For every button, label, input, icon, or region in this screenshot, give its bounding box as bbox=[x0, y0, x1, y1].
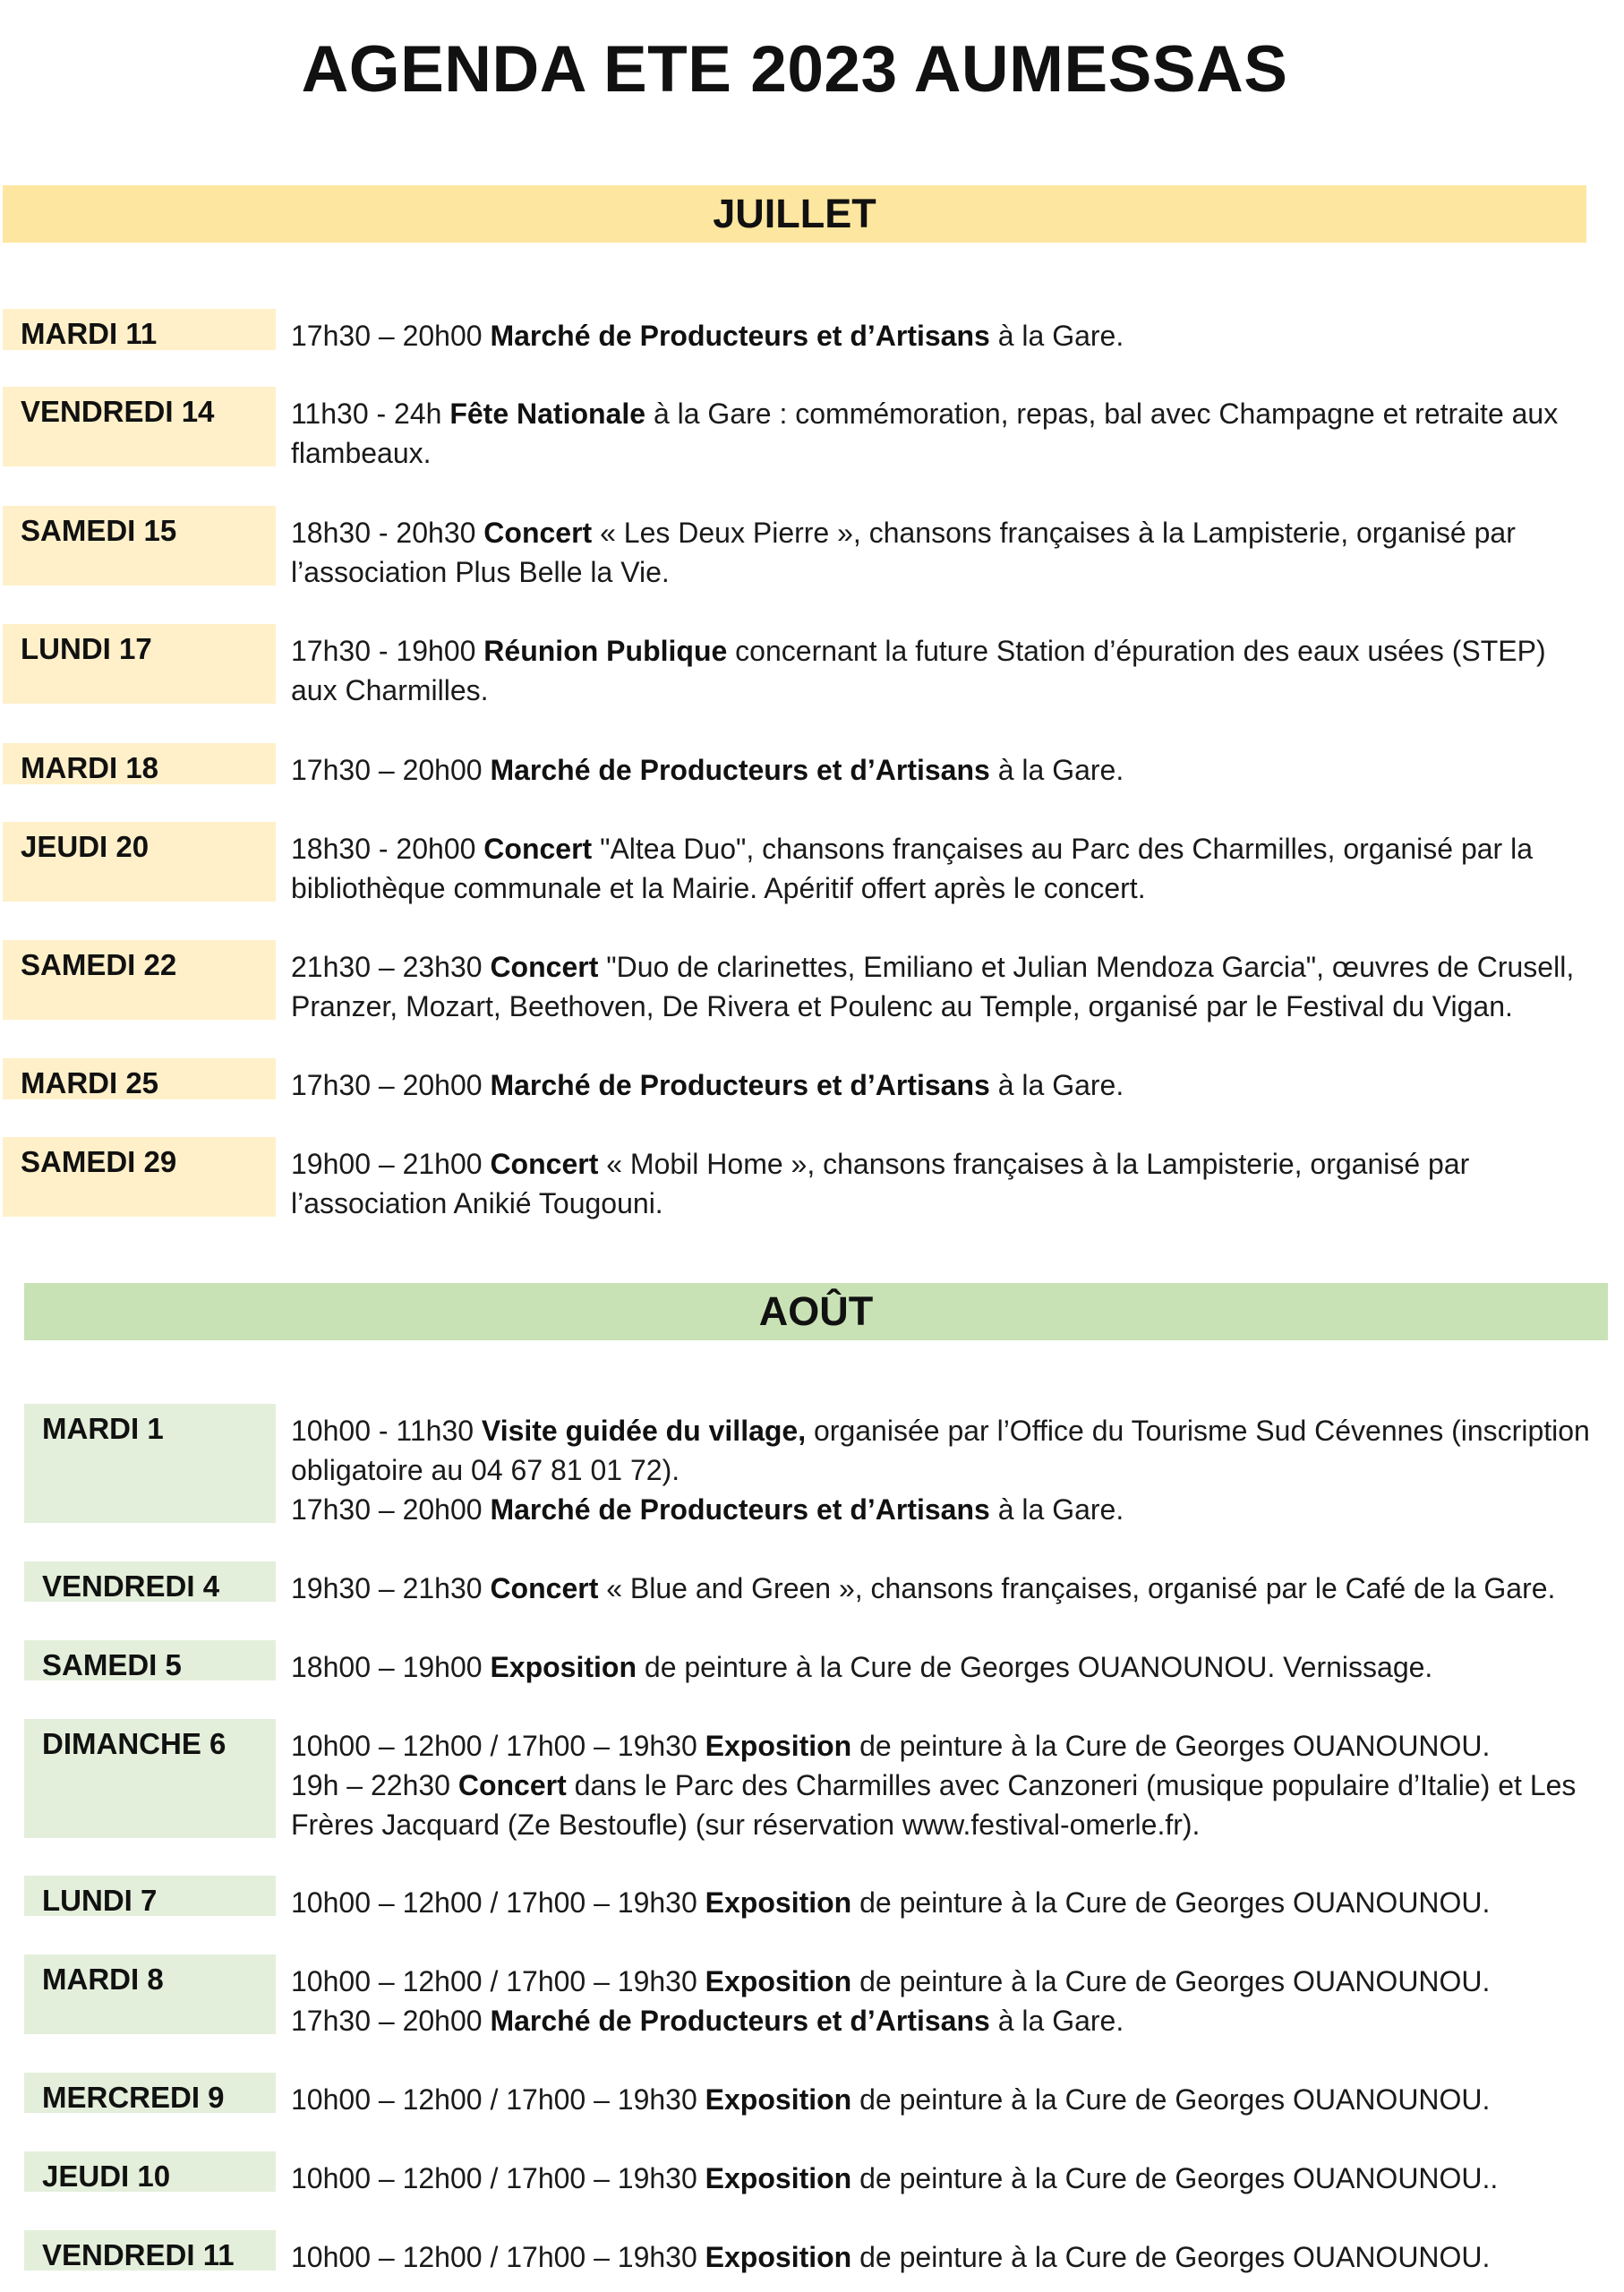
event-description-line bbox=[291, 2001, 1616, 2040]
event-text: de peinture à la Cure de Georges OUANOUNOU.. bbox=[851, 2162, 1499, 2194]
event-text: flambeaux. bbox=[291, 437, 432, 469]
event-text: dans le Parc des Charmilles avec Canzoneri (musique populaire d’Italie) et Les bbox=[566, 1769, 1577, 1801]
event-text: obligatoire au 04 67 81 01 72). bbox=[291, 1454, 680, 1486]
event-day-label: VENDREDI 14 bbox=[3, 387, 276, 466]
event-title: Exposition bbox=[490, 1651, 637, 1683]
event-text: 17h30 – 20h00 bbox=[291, 2005, 491, 2037]
event-description-line bbox=[291, 1883, 1616, 1922]
event-description-line bbox=[291, 1647, 1616, 1687]
event-title: Exposition bbox=[705, 1965, 852, 1997]
event-description-line bbox=[291, 1411, 1616, 1450]
event-text: « Mobil Home », chansons françaises à la Lampisterie, organisé par bbox=[598, 1148, 1470, 1180]
event-text: 19h – 22h30 bbox=[291, 1769, 458, 1801]
event-description-line bbox=[291, 2237, 1616, 2277]
event-title: Visite guidée du village, bbox=[481, 1415, 807, 1447]
event-day-label: MARDI 8 bbox=[24, 1954, 276, 2034]
event-row-mercredi-9 bbox=[0, 2073, 1624, 2116]
event-text: de peinture à la Cure de Georges OUANOUNOU. bbox=[851, 2083, 1491, 2116]
event-description-line bbox=[291, 2159, 1616, 2198]
event-description bbox=[291, 2159, 1616, 2198]
event-description bbox=[291, 1144, 1616, 1223]
event-row-samedi-5 bbox=[0, 1640, 1624, 1681]
event-title: Marché de Producteurs et d’Artisans bbox=[490, 754, 990, 786]
event-text: 10h00 – 12h00 / 17h00 – 19h30 bbox=[291, 2162, 705, 2194]
event-description-line bbox=[291, 513, 1616, 552]
event-text: concernant la future Station d’épuration des eaux usées (STEP) bbox=[727, 635, 1546, 667]
event-text: 10h00 – 12h00 / 17h00 – 19h30 bbox=[291, 1965, 705, 1997]
event-title: Concert bbox=[483, 833, 593, 865]
event-text: 17h30 – 20h00 bbox=[291, 1493, 491, 1526]
event-text: à la Gare. bbox=[989, 1069, 1124, 1101]
event-description-line bbox=[291, 1805, 1616, 1844]
event-title: Réunion Publique bbox=[483, 635, 728, 667]
event-text: Pranzer, Mozart, Beethoven, De Rivera et Poulenc au Temple, organisé par le Festival du Vigan. bbox=[291, 990, 1513, 1022]
event-title: Exposition bbox=[705, 1730, 852, 1762]
event-text: à la Gare. bbox=[989, 1493, 1124, 1526]
event-text: 10h00 – 12h00 / 17h00 – 19h30 bbox=[291, 1730, 705, 1762]
event-description-line bbox=[291, 1144, 1616, 1184]
event-day-label: DIMANCHE 6 bbox=[24, 1719, 276, 1838]
event-description bbox=[291, 1065, 1616, 1105]
event-row-mardi-11 bbox=[0, 309, 1624, 350]
event-description bbox=[291, 1883, 1616, 1922]
event-description bbox=[291, 631, 1616, 710]
event-description-line bbox=[291, 2080, 1616, 2119]
event-day-label: JEUDI 20 bbox=[3, 822, 276, 902]
event-row-vendredi-4 bbox=[0, 1561, 1624, 1602]
event-text: 17h30 – 20h00 bbox=[291, 754, 491, 786]
event-title: Fête Nationale bbox=[449, 398, 646, 430]
event-description bbox=[291, 2080, 1616, 2119]
event-description bbox=[291, 513, 1616, 592]
event-title: Exposition bbox=[705, 2083, 852, 2116]
event-description-line bbox=[291, 1569, 1616, 1608]
event-description bbox=[291, 316, 1616, 355]
event-row-samedi-22 bbox=[0, 940, 1624, 1020]
event-description-line bbox=[291, 1766, 1616, 1805]
event-day-label: MARDI 18 bbox=[3, 743, 276, 784]
event-day-label: MARDI 25 bbox=[3, 1058, 276, 1099]
event-title: Exposition bbox=[705, 2162, 852, 2194]
event-row-vendredi-11 bbox=[0, 2230, 1624, 2271]
event-day-label: MARDI 11 bbox=[3, 309, 276, 350]
event-text: 19h30 – 21h30 bbox=[291, 1572, 491, 1604]
event-day-label: VENDREDI 4 bbox=[24, 1561, 276, 1602]
event-day-label: SAMEDI 29 bbox=[3, 1137, 276, 1217]
event-text: organisée par l’Office du Tourisme Sud Cévennes (inscription bbox=[806, 1415, 1590, 1447]
event-day-label: VENDREDI 11 bbox=[24, 2230, 276, 2271]
event-row-lundi-17 bbox=[0, 624, 1624, 704]
event-row-mardi-25 bbox=[0, 1058, 1624, 1099]
event-title: Concert bbox=[483, 517, 593, 549]
event-title: Exposition bbox=[705, 1886, 852, 1919]
event-text: à la Gare. bbox=[989, 320, 1124, 352]
event-description-line bbox=[291, 552, 1616, 592]
event-title: Concert bbox=[457, 1769, 567, 1801]
event-text: 11h30 - 24h bbox=[291, 398, 450, 430]
event-text: "Altea Duo", chansons françaises au Parc des Charmilles, organisé par la bbox=[592, 833, 1533, 865]
event-day-label: LUNDI 7 bbox=[24, 1876, 276, 1916]
event-title: Concert bbox=[490, 951, 599, 983]
event-description bbox=[291, 829, 1616, 908]
event-day-label: SAMEDI 5 bbox=[24, 1640, 276, 1681]
event-row-jeudi-10 bbox=[0, 2151, 1624, 2192]
event-description-line bbox=[291, 1490, 1616, 1529]
event-text: 18h30 - 20h30 bbox=[291, 517, 484, 549]
event-description bbox=[291, 394, 1616, 473]
event-row-mardi-1 bbox=[0, 1404, 1624, 1526]
event-description bbox=[291, 1962, 1616, 2040]
event-description-line bbox=[291, 750, 1616, 790]
event-text: de peinture à la Cure de Georges OUANOUNOU. bbox=[851, 2241, 1491, 2273]
event-description-line bbox=[291, 1450, 1616, 1490]
event-description-line bbox=[291, 433, 1616, 473]
event-title: Marché de Producteurs et d’Artisans bbox=[490, 320, 990, 352]
event-text: 18h30 - 20h00 bbox=[291, 833, 484, 865]
event-title: Marché de Producteurs et d’Artisans bbox=[490, 2005, 990, 2037]
event-text: 10h00 – 12h00 / 17h00 – 19h30 bbox=[291, 1886, 705, 1919]
event-text: « Les Deux Pierre », chansons françaises à la Lampisterie, organisé par bbox=[592, 517, 1516, 549]
event-description-line bbox=[291, 394, 1616, 433]
event-description bbox=[291, 2237, 1616, 2277]
event-text: 17h30 – 20h00 bbox=[291, 320, 491, 352]
event-text: l’association Anikié Tougouni. bbox=[291, 1187, 663, 1219]
event-row-lundi-7 bbox=[0, 1876, 1624, 1919]
event-description-line bbox=[291, 631, 1616, 671]
event-text: de peinture à la Cure de Georges OUANOUNOU. bbox=[851, 1886, 1491, 1919]
event-title: Marché de Producteurs et d’Artisans bbox=[490, 1493, 990, 1526]
event-text: 10h00 – 12h00 / 17h00 – 19h30 bbox=[291, 2083, 705, 2116]
event-text: « Blue and Green », chansons françaises, organisé par le Café de la Gare. bbox=[598, 1572, 1556, 1604]
event-row-vendredi-14 bbox=[0, 387, 1624, 469]
event-text: 10h00 - 11h30 bbox=[291, 1415, 482, 1447]
event-text: 17h30 – 20h00 bbox=[291, 1069, 491, 1101]
event-row-samedi-29 bbox=[0, 1137, 1624, 1217]
event-description bbox=[291, 1569, 1616, 1608]
event-description-line bbox=[291, 829, 1616, 868]
event-text: de peinture à la Cure de Georges OUANOUNOU. bbox=[851, 1965, 1491, 1997]
event-title: Concert bbox=[490, 1148, 599, 1180]
event-text: de peinture à la Cure de Georges OUANOUNOU. bbox=[851, 1730, 1491, 1762]
event-row-jeudi-20 bbox=[0, 822, 1624, 902]
event-text: 18h00 – 19h00 bbox=[291, 1651, 491, 1683]
event-row-samedi-15 bbox=[0, 506, 1624, 586]
month-heading-aout: AOÛT bbox=[24, 1283, 1608, 1340]
event-day-label: SAMEDI 15 bbox=[3, 506, 276, 586]
event-text: 21h30 – 23h30 bbox=[291, 951, 491, 983]
event-title: Marché de Producteurs et d’Artisans bbox=[490, 1069, 990, 1101]
event-description-line bbox=[291, 1184, 1616, 1223]
event-row-mardi-8 bbox=[0, 1954, 1624, 2037]
event-text: 17h30 - 19h00 bbox=[291, 635, 484, 667]
event-text: à la Gare. bbox=[989, 754, 1124, 786]
event-description-line bbox=[291, 316, 1616, 355]
event-day-label: MERCREDI 9 bbox=[24, 2073, 276, 2113]
event-day-label: JEUDI 10 bbox=[24, 2151, 276, 2192]
event-text: à la Gare. bbox=[989, 2005, 1124, 2037]
event-day-label: MARDI 1 bbox=[24, 1404, 276, 1523]
event-row-dimanche-6 bbox=[0, 1719, 1624, 1841]
event-description-line bbox=[291, 987, 1616, 1026]
event-text: à la Gare : commémoration, repas, bal avec Champagne et retraite aux bbox=[645, 398, 1559, 430]
event-day-label: LUNDI 17 bbox=[3, 624, 276, 704]
event-text: de peinture à la Cure de Georges OUANOUNOU. Vernissage. bbox=[637, 1651, 1433, 1683]
event-text: bibliothèque communale et la Mairie. Apéritif offert après le concert. bbox=[291, 872, 1146, 904]
event-text: 19h00 – 21h00 bbox=[291, 1148, 491, 1180]
page-title: AGENDA ETE 2023 AUMESSAS bbox=[301, 33, 1288, 106]
event-text: "Duo de clarinettes, Emiliano et Julian Mendoza Garcia", œuvres de Crusell, bbox=[598, 951, 1575, 983]
event-title: Concert bbox=[490, 1572, 599, 1604]
event-description-line bbox=[291, 1065, 1616, 1105]
event-description bbox=[291, 750, 1616, 790]
event-description bbox=[291, 1411, 1616, 1529]
event-description-line bbox=[291, 1726, 1616, 1766]
event-text: Frères Jacquard (Ze Bestoufle) (sur réservation www.festival-omerle.fr). bbox=[291, 1809, 1201, 1841]
event-row-mardi-18 bbox=[0, 743, 1624, 784]
month-heading-juillet: JUILLET bbox=[3, 185, 1586, 243]
event-description-line bbox=[291, 1962, 1616, 2001]
event-text: 10h00 – 12h00 / 17h00 – 19h30 bbox=[291, 2241, 705, 2273]
event-day-label: SAMEDI 22 bbox=[3, 940, 276, 1020]
event-description bbox=[291, 1647, 1616, 1687]
event-text: l’association Plus Belle la Vie. bbox=[291, 556, 670, 588]
event-title: Exposition bbox=[705, 2241, 852, 2273]
event-description bbox=[291, 947, 1616, 1026]
event-description-line bbox=[291, 868, 1616, 908]
event-description-line bbox=[291, 671, 1616, 710]
event-description bbox=[291, 1726, 1616, 1844]
event-description-line bbox=[291, 947, 1616, 987]
event-text: aux Charmilles. bbox=[291, 674, 489, 706]
